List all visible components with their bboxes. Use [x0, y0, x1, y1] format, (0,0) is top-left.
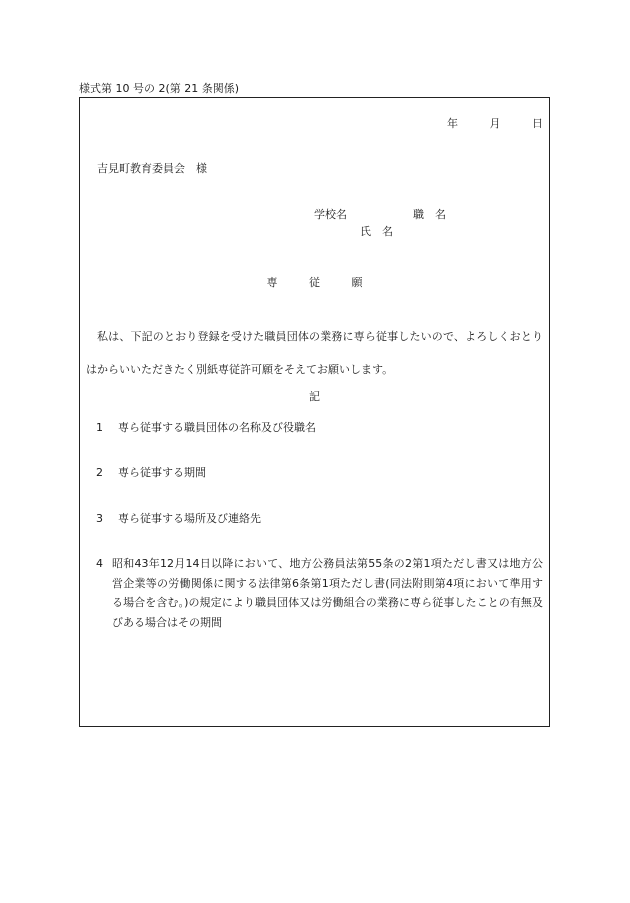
item-text: 専ら従事する職員団体の名称及び役職名: [118, 421, 316, 434]
ki-heading: 記: [309, 390, 320, 403]
item-text: 専ら従事する期間: [118, 466, 206, 479]
date-line: [419, 115, 543, 131]
list-item: [96, 510, 261, 526]
list-item: [96, 464, 206, 480]
year-label: 年: [447, 117, 458, 130]
item-text: 昭和43年12月14日以降において、地方公務員法第55条の2第1項ただし書又は地方公営企業等の労働関係に関する法律第6条第1項ただし書(同法附則第4項において準用する場合を含む。)の規定により職員団体又は労働組合の業務に専ら従事したことの有無及びある場合はその期間: [112, 557, 543, 629]
title-char: 願: [351, 276, 363, 289]
school-position-line: [314, 206, 446, 222]
item-number: 2: [96, 466, 103, 479]
item-number: 4: [96, 557, 103, 570]
document-title: [80, 274, 549, 290]
addressee: 吉見町教育委員会 様: [97, 162, 207, 175]
item-text: 専ら従事する場所及び連絡先: [118, 512, 261, 525]
school-label: 学校名: [314, 208, 347, 221]
title-char: 専: [266, 276, 278, 289]
application-form: [79, 97, 550, 727]
list-item: [96, 554, 543, 632]
item-number: 1: [96, 421, 103, 434]
name-label: 氏 名: [360, 225, 393, 238]
item-number: 3: [96, 512, 103, 525]
month-label: 月: [489, 117, 501, 130]
body-paragraph: 私は、下記のとおり登録を受けた職員団体の業務に専ら従事したいので、よろしくおとりはからいいただきたく別紙専従許可願をそえてお願いします。: [86, 330, 543, 376]
list-item: [96, 419, 316, 435]
day-label: 日: [532, 117, 543, 130]
title-char: 従: [309, 276, 320, 289]
form-number: 様式第 10 号の 2(第 21 条関係): [79, 82, 240, 95]
position-label: 職 名: [413, 208, 446, 221]
